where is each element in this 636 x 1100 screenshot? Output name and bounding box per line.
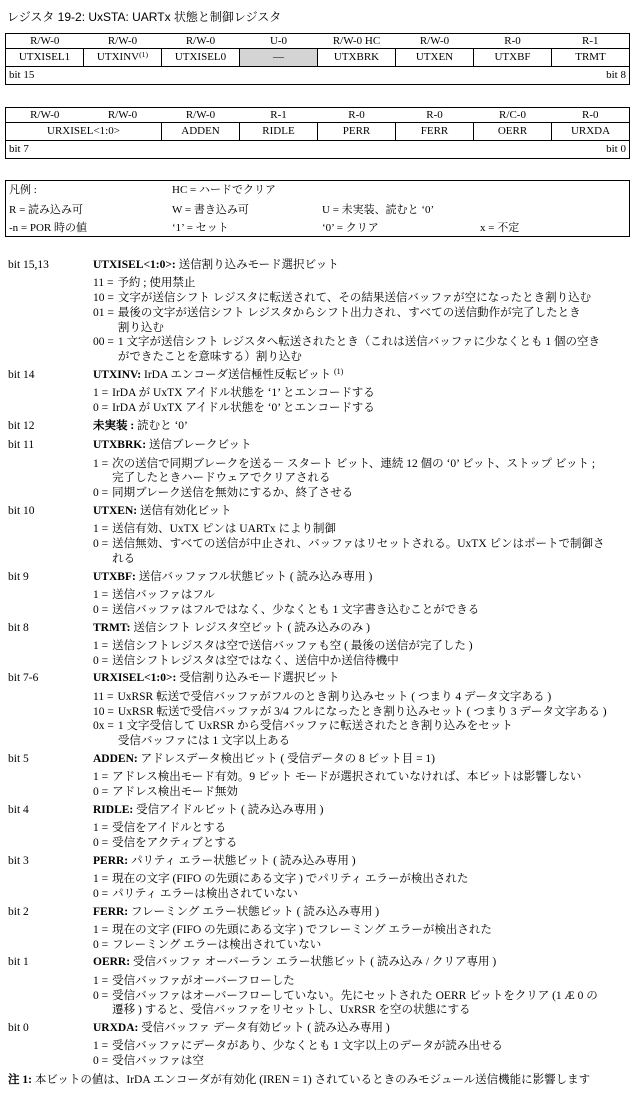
field-description: フレーミング エラー状態ビット ( 読み込み専用 ) bbox=[131, 905, 380, 918]
field-name: 未実装 : bbox=[93, 419, 135, 432]
value-text: れる bbox=[112, 552, 136, 565]
value-key: 1 = bbox=[93, 1040, 109, 1053]
field-description: 受信アイドルビット ( 読み込み専用 ) bbox=[136, 803, 324, 816]
value-text: アドレス検出モード有効。9 ビット モードが選択されていなければ、本ビットは影響しない bbox=[112, 771, 582, 784]
value-text: IrDA が UxTX アイドル状態を ‘0’ とエンコードする bbox=[112, 402, 375, 415]
field-name: ADDEN: bbox=[93, 752, 138, 765]
field-utxbf: UTXBF bbox=[474, 49, 552, 67]
legend-w: W = 書き込み可 bbox=[172, 204, 249, 216]
access-bit9: R-0 bbox=[504, 35, 521, 47]
value-key: 1 = bbox=[93, 974, 109, 987]
value-key: 1 = bbox=[93, 771, 109, 784]
value-text: フレーミング エラーは検出されていない bbox=[112, 938, 322, 951]
access-bit14: R/W-0 bbox=[107, 35, 138, 47]
field-name: URXDA: bbox=[93, 1022, 139, 1035]
value-entry bbox=[93, 923, 630, 938]
value-text: 送信バッファはフル bbox=[112, 588, 215, 601]
value-entry bbox=[93, 785, 630, 800]
value-entry bbox=[93, 291, 630, 306]
field-utxen: UTXEN bbox=[396, 49, 474, 67]
bit-label: bit 3 bbox=[8, 854, 29, 867]
legend-box bbox=[5, 180, 630, 237]
value-entry bbox=[93, 603, 630, 618]
value-entry bbox=[93, 537, 630, 567]
value-entry bbox=[93, 335, 630, 365]
value-key: 1 = bbox=[93, 387, 109, 400]
value-key: 11 = bbox=[93, 690, 114, 703]
value-text: 送信有効、UxTX ピンは UARTx により制御 bbox=[112, 523, 336, 536]
access-bit13: R/W-0 bbox=[185, 35, 216, 47]
register-title: レジスタ 19-2: UxSTA: UARTx 状態と制御レジスタ bbox=[7, 10, 282, 24]
value-entry bbox=[93, 639, 630, 654]
value-entry bbox=[93, 588, 630, 603]
legend-x: x = 不定 bbox=[480, 222, 520, 234]
value-text: 現在の文字 (FIFO の先頭にある文字 ) でパリティ エラーが検出された bbox=[112, 872, 469, 885]
value-key: 1 = bbox=[93, 923, 109, 936]
access-bit12: U-0 bbox=[269, 35, 288, 47]
bit-7-6-block bbox=[8, 671, 630, 748]
value-key: 11 = bbox=[93, 277, 114, 290]
value-entry bbox=[93, 1039, 630, 1054]
value-key: 10 = bbox=[93, 292, 114, 305]
legend-hc: HC = ハードでクリア bbox=[172, 184, 276, 196]
value-entry bbox=[93, 705, 630, 720]
access-bit10: R/W-0 bbox=[419, 35, 450, 47]
value-key: 0 = bbox=[93, 402, 109, 415]
value-entry bbox=[93, 872, 630, 887]
legend-clear: ‘0’ = クリア bbox=[322, 222, 379, 234]
bit-range-left: bit 7 bbox=[9, 143, 29, 155]
field-description: アドレスデータ検出ビット ( 受信データの 8 ビット目 = 1) bbox=[140, 752, 436, 765]
value-key: 10 = bbox=[93, 705, 114, 718]
access-bit0: R-0 bbox=[582, 109, 599, 121]
value-text: 受信をアクティブとする bbox=[112, 836, 238, 849]
value-key: 0 = bbox=[93, 1055, 109, 1068]
value-key: 0 = bbox=[93, 836, 109, 849]
access-bit1: R/C-0 bbox=[499, 109, 526, 121]
field-name: UTXINV: bbox=[93, 369, 142, 382]
bit-label: bit 5 bbox=[8, 752, 29, 765]
value-text: 受信バッファはオーバーフローしていない。先にセットされた OERR ビットをクリア (1 Æ 0 の bbox=[112, 989, 598, 1002]
footnote-ref: (1) bbox=[139, 49, 149, 59]
field-description: 受信割り込みモード選択ビット bbox=[179, 672, 340, 685]
register-table-low bbox=[5, 107, 630, 159]
bit-11-block bbox=[8, 438, 630, 501]
value-text: パリティ エラーは検出されていない bbox=[112, 887, 298, 900]
value-text: 受信バッファがオーバーフローした bbox=[112, 974, 295, 987]
value-entry bbox=[93, 938, 630, 953]
field-utxinv bbox=[84, 49, 162, 67]
value-entry bbox=[93, 306, 630, 336]
value-text: 現在の文字 (FIFO の先頭にある文字 ) でフレーミング エラーが検出された bbox=[112, 923, 492, 936]
value-text: 受信バッファには 1 文字以上ある bbox=[117, 735, 291, 748]
field-name: URXISEL<1:0>: bbox=[93, 672, 177, 685]
value-text: 受信バッファにデータがあり、少なくとも 1 文字以上のデータが読み出せる bbox=[112, 1040, 503, 1053]
footnote bbox=[8, 1073, 630, 1088]
value-text: 同期ブレーク送信を無効にするか、終了させる bbox=[112, 487, 354, 500]
value-key: 0x = bbox=[93, 720, 114, 733]
bit-2-block bbox=[8, 905, 630, 953]
value-entry bbox=[93, 690, 630, 705]
access-bit11: R/W-0 HC bbox=[332, 35, 381, 47]
value-text: 1 文字受信して UxRSR から受信バッファに転送されたとき割り込みをセット bbox=[117, 720, 513, 733]
bit-label: bit 15,13 bbox=[8, 259, 49, 271]
legend-u: U = 未実装、読むと ‘0’ bbox=[322, 204, 435, 216]
field-description: パリティ エラー状態ビット ( 読み込み専用 ) bbox=[131, 854, 356, 867]
bit-label: bit 8 bbox=[8, 621, 29, 634]
field-description: 送信有効化ビット bbox=[139, 504, 232, 517]
bit-label: bit 4 bbox=[8, 803, 29, 816]
bit-5-block bbox=[8, 752, 630, 800]
value-key: 0 = bbox=[93, 989, 109, 1002]
value-text: 1 文字が送信シフト レジスタへ転送されたとき（これは送信バッファに少なくとも 1 個の空き bbox=[117, 336, 601, 349]
field-trmt: TRMT bbox=[552, 49, 630, 67]
access-bit5: R/W-0 bbox=[185, 109, 216, 121]
value-key: 1 = bbox=[93, 822, 109, 835]
value-entry bbox=[93, 401, 630, 416]
access-bit4: R-1 bbox=[270, 109, 287, 121]
field-unimplemented: — bbox=[240, 49, 318, 67]
field-perr: PERR bbox=[318, 123, 396, 141]
access-bit7: R/W-0 bbox=[30, 109, 60, 121]
value-entry bbox=[93, 974, 630, 989]
value-text: 文字が送信シフト レジスタに転送されて、その結果送信バッファが空になったとき割り込む bbox=[117, 292, 592, 305]
value-entry bbox=[93, 1054, 630, 1069]
value-key: 1 = bbox=[93, 523, 109, 536]
bit-label: bit 10 bbox=[8, 504, 35, 517]
field-utxbrk: UTXBRK bbox=[318, 49, 396, 67]
bit-label: bit 9 bbox=[8, 570, 29, 583]
access-bit3: R-0 bbox=[348, 109, 365, 121]
field-description: 受信バッファ データ有効ビット ( 読み込み専用 ) bbox=[141, 1022, 390, 1035]
value-entry bbox=[93, 989, 630, 1019]
field-utxisel1: UTXISEL1 bbox=[6, 49, 84, 67]
value-key: 1 = bbox=[93, 588, 109, 601]
bit-label: bit 0 bbox=[8, 1022, 29, 1035]
value-text: 送信無効、すべての送信が中止され、バッファはリセットされる。UxTX ピンはポートで制御さ bbox=[112, 538, 605, 551]
value-key: 0 = bbox=[93, 487, 109, 500]
field-urxda: URXDA bbox=[552, 123, 630, 141]
value-key: 01 = bbox=[93, 306, 114, 319]
field-utxinv-label: UTXINV bbox=[96, 51, 140, 63]
bit-range-right: bit 0 bbox=[606, 143, 626, 155]
value-entry bbox=[93, 821, 630, 836]
value-entry bbox=[93, 522, 630, 537]
bit-14-block bbox=[8, 368, 630, 416]
access-bit6: R/W-0 bbox=[107, 109, 138, 121]
value-text: アドレス検出モード無効 bbox=[112, 786, 238, 798]
value-key: 0 = bbox=[93, 938, 109, 951]
bit-9-block bbox=[8, 570, 630, 618]
footnote-ref: (1) bbox=[333, 367, 344, 377]
field-description: 受信バッファ オーバーラン エラー状態ビット ( 読み込み / クリア専用 ) bbox=[132, 956, 497, 969]
bit-1-block bbox=[8, 955, 630, 1018]
bit-range-right: bit 8 bbox=[606, 69, 626, 81]
field-name: PERR: bbox=[93, 854, 129, 867]
footnote-label: 注 1: bbox=[8, 1074, 32, 1087]
access-bit2: R-0 bbox=[426, 109, 443, 121]
bit-range-row bbox=[6, 141, 630, 159]
field-name: FERR: bbox=[93, 905, 129, 918]
value-key: 0 = bbox=[93, 603, 109, 616]
value-text: 受信をアイドルとする bbox=[112, 822, 227, 835]
bit-4-block bbox=[8, 803, 630, 851]
value-text: 送信シフトレジスタは空ではなく、送信中か送信待機中 bbox=[112, 654, 399, 667]
legend-heading: 凡例 : bbox=[9, 184, 37, 196]
field-name: UTXBF: bbox=[93, 570, 136, 583]
field-name: UTXEN: bbox=[93, 504, 138, 517]
value-text: 受信バッファは空 bbox=[112, 1055, 204, 1068]
bit-12-block bbox=[8, 419, 630, 434]
value-key: 00 = bbox=[93, 336, 114, 349]
field-description: 送信シフト レジスタ空ビット ( 読み込みのみ ) bbox=[133, 621, 370, 634]
field-utxisel0: UTXISEL0 bbox=[162, 49, 240, 67]
value-text: 次の送信で同期ブレークを送る－ スタート ビット、連続 12 個の ‘0’ ビット、ストップ ビット ; bbox=[112, 457, 596, 470]
value-entry bbox=[93, 770, 630, 785]
field-ferr: FERR bbox=[396, 123, 474, 141]
legend-n: -n = POR 時の値 bbox=[9, 222, 88, 234]
access-bit8: R-1 bbox=[582, 35, 599, 47]
value-key: 1 = bbox=[93, 639, 109, 652]
field-adden: ADDEN bbox=[162, 123, 240, 141]
value-entry bbox=[93, 887, 630, 902]
value-text: 送信シフトレジスタは空で送信バッファも空 ( 最後の送信が完了した ) bbox=[112, 639, 473, 652]
value-entry bbox=[93, 654, 630, 669]
value-text: 割り込む bbox=[117, 321, 164, 334]
value-key: 0 = bbox=[93, 786, 109, 798]
value-text: 遷移 ) すると、受信バッファをリセットし、UxRSR を空の状態にする bbox=[112, 1004, 471, 1017]
footnote-text: 本ビットの値は、IrDA エンコーダが有効化 (IREN = 1) されているときのみモジュール送信機能に影響します bbox=[34, 1074, 591, 1087]
bit-10-block bbox=[8, 504, 630, 567]
value-key: 1 = bbox=[93, 457, 109, 470]
field-description: 送信バッファフル状態ビット ( 読み込み専用 ) bbox=[138, 570, 373, 583]
value-entry bbox=[93, 457, 630, 487]
field-urxisel: URXISEL<1:0> bbox=[6, 123, 162, 141]
field-description: 送信割り込みモード選択ビット bbox=[178, 259, 339, 271]
value-entry bbox=[93, 486, 630, 501]
legend-r: R = 読み込み可 bbox=[9, 204, 84, 216]
bit-label: bit 11 bbox=[8, 439, 35, 452]
field-description: 読むと ‘0’ bbox=[137, 419, 188, 432]
value-entry bbox=[93, 836, 630, 851]
value-text: 完了したときハードウェアでクリアされる bbox=[112, 472, 331, 485]
legend-set: ‘1’ = セット bbox=[172, 222, 229, 234]
field-ridle: RIDLE bbox=[240, 123, 318, 141]
value-text: UxRSR 転送で受信バッファがフルのとき割り込みセット ( つまり 4 データ文字ある ) bbox=[117, 690, 552, 703]
bit-15-13-block bbox=[8, 258, 630, 365]
value-entry bbox=[93, 276, 630, 291]
value-text: UxRSR 転送で受信バッファが 3/4 フルになったとき割り込みセット ( つまり 3 データ文字ある ) bbox=[117, 705, 607, 718]
field-oerr: OERR bbox=[474, 123, 552, 141]
field-description: IrDA エンコーダ送信極性反転ビット bbox=[144, 369, 332, 382]
value-text: IrDA が UxTX アイドル状態を ‘1’ とエンコードする bbox=[112, 387, 375, 400]
bit-range-left: bit 15 bbox=[9, 69, 35, 81]
value-text: 予約 ; 使用禁止 bbox=[117, 277, 196, 290]
field-name: UTXISEL<1:0>: bbox=[93, 259, 176, 271]
value-key: 0 = bbox=[93, 887, 109, 900]
value-key: 0 = bbox=[93, 654, 109, 667]
value-key: 0 = bbox=[93, 538, 109, 551]
bit-label: bit 7-6 bbox=[8, 672, 39, 685]
bit-3-block bbox=[8, 854, 630, 902]
bit-label: bit 14 bbox=[8, 369, 35, 382]
field-name: OERR: bbox=[93, 956, 131, 969]
value-entry bbox=[93, 386, 630, 401]
bit-label: bit 12 bbox=[8, 419, 35, 432]
bit-label: bit 1 bbox=[8, 956, 29, 969]
value-key: 1 = bbox=[93, 872, 109, 885]
bit-0-block bbox=[8, 1021, 630, 1069]
bit-descriptions bbox=[8, 258, 630, 1088]
bit-label: bit 2 bbox=[8, 905, 29, 918]
register-table-high bbox=[5, 33, 630, 85]
bit-range-row bbox=[6, 67, 630, 85]
value-text: ができたことを意味する）割り込む bbox=[117, 351, 302, 364]
access-bit15: R/W-0 bbox=[30, 35, 60, 47]
value-entry bbox=[93, 719, 630, 749]
value-text: 最後の文字が送信シフト レジスタからシフト出力され、すべての送信動作が完了したとき bbox=[117, 306, 581, 319]
bit-8-block bbox=[8, 621, 630, 669]
field-name: UTXBRK: bbox=[93, 439, 147, 452]
value-text: 送信バッファはフルではなく、少なくとも 1 文字書き込むことができる bbox=[112, 603, 480, 616]
field-name: RIDLE: bbox=[93, 803, 134, 816]
field-name: TRMT: bbox=[93, 621, 131, 634]
field-description: 送信ブレークビット bbox=[148, 439, 252, 452]
